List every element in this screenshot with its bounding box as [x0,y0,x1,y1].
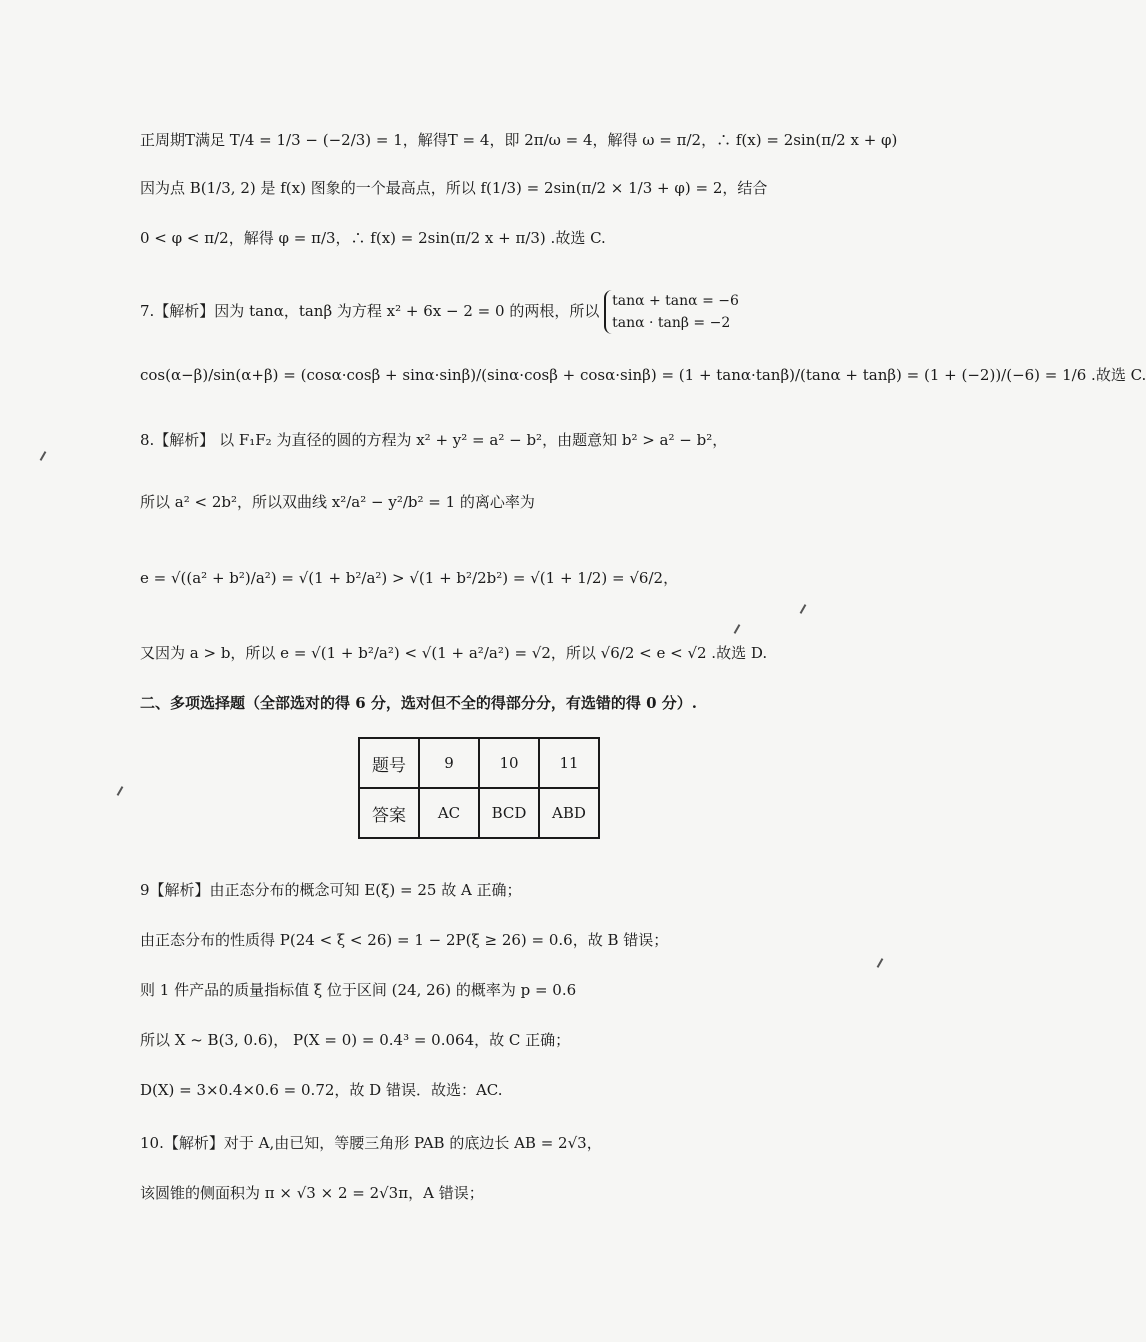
q8-line-2: 所以 a² < 2b²，所以双曲线 x²/a² − y²/b² = 1 的离心率为 [140,493,535,511]
table-cell-answer: BCD [479,788,539,838]
table-answer-label: 答案 [359,788,419,838]
scan-speck [117,786,124,796]
q7-derivation: cos(α−β)/sin(α+β) = (cosα·cosβ + sinα·sinβ)/(sinα·cosβ + cosα·sinβ) = (1 + tanα·tanβ)/(tanα + tanβ) = (1 + (−2))/(−6) = 1/6 .故选 C. [140,366,1146,384]
q9-line-5: D(X) = 3×0.4×0.6 = 0.72，故 D 错误．故选：AC. [140,1081,503,1099]
table-cell-answer: ABD [539,788,599,838]
answer-table-row-numbers [359,738,599,788]
answer-table-row-answers [359,788,599,838]
q8-line-1: 8.【解析】 以 F₁F₂ 为直径的圆的方程为 x² + y² = a² − b²，由题意知 b² > a² − b²， [140,431,728,449]
q7-equation-1: tanα + tanα = −6 [612,293,739,309]
q9-line-1: 9【解析】由正态分布的概念可知 E(ξ) = 25 故 A 正确； [140,881,522,899]
answer-table [358,737,600,839]
scan-speck [877,958,884,968]
table-cell-number: 9 [419,738,479,788]
scan-speck [734,624,741,634]
q7-intro [140,290,830,334]
q7-intro-text: 7.【解析】因为 tanα，tanβ 为方程 x² + 6x − 2 = 0 的两根，所以 [140,302,600,320]
section-2-heading: 二、多项选择题（全部选对的得 6 分，选对但不全的得部分分，有选错的得 0 分）. [140,694,697,712]
table-cell-number: 11 [539,738,599,788]
q7-equation-system [604,290,739,334]
solution-line-1: 正周期T满足 T/4 = 1/3 − (−2/3) = 1，解得T = 4，即 2π/ω = 4，解得 ω = π/2，∴ f(x) = 2sin(π/2 x + φ) [140,131,898,149]
scan-speck [800,604,807,614]
solution-line-3: 0 < φ < π/2，解得 φ = π/3，∴ f(x) = 2sin(π/2 x + π/3) .故选 C. [140,229,606,247]
solution-line-2: 因为点 B(1/3, 2) 是 f(x) 图象的一个最高点，所以 f(1/3) = 2sin(π/2 × 1/3 + φ) = 2，结合 [140,179,768,197]
table-header-label: 题号 [359,738,419,788]
q10-line-1: 10.【解析】对于 A,由已知，等腰三角形 PAB 的底边长 AB = 2√3， [140,1134,602,1152]
q9-line-3: 则 1 件产品的质量指标值 ξ 位于区间 (24, 26) 的概率为 p = 0.6 [140,981,577,999]
q7-equation-2: tanα · tanβ = −2 [612,315,731,331]
table-cell-answer: AC [419,788,479,838]
q9-line-4: 所以 X ~ B(3, 0.6)， P(X = 0) = 0.4³ = 0.064，故 C 正确； [140,1031,571,1049]
q10-line-2: 该圆锥的侧面积为 π × √3 × 2 = 2√3π，A 错误； [140,1184,484,1202]
scan-speck [40,451,47,461]
q9-line-2: 由正态分布的性质得 P(24 < ξ < 26) = 1 − 2P(ξ ≥ 26) = 0.6，故 B 错误； [140,931,669,949]
q8-line-3: e = √((a² + b²)/a²) = √(1 + b²/a²) > √(1 + b²/2b²) = √(1 + 1/2) = √6/2， [140,569,679,587]
table-cell-number: 10 [479,738,539,788]
q8-line-4: 又因为 a > b，所以 e = √(1 + b²/a²) < √(1 + a²/a²) = √2，所以 √6/2 < e < √2 .故选 D. [140,644,768,662]
